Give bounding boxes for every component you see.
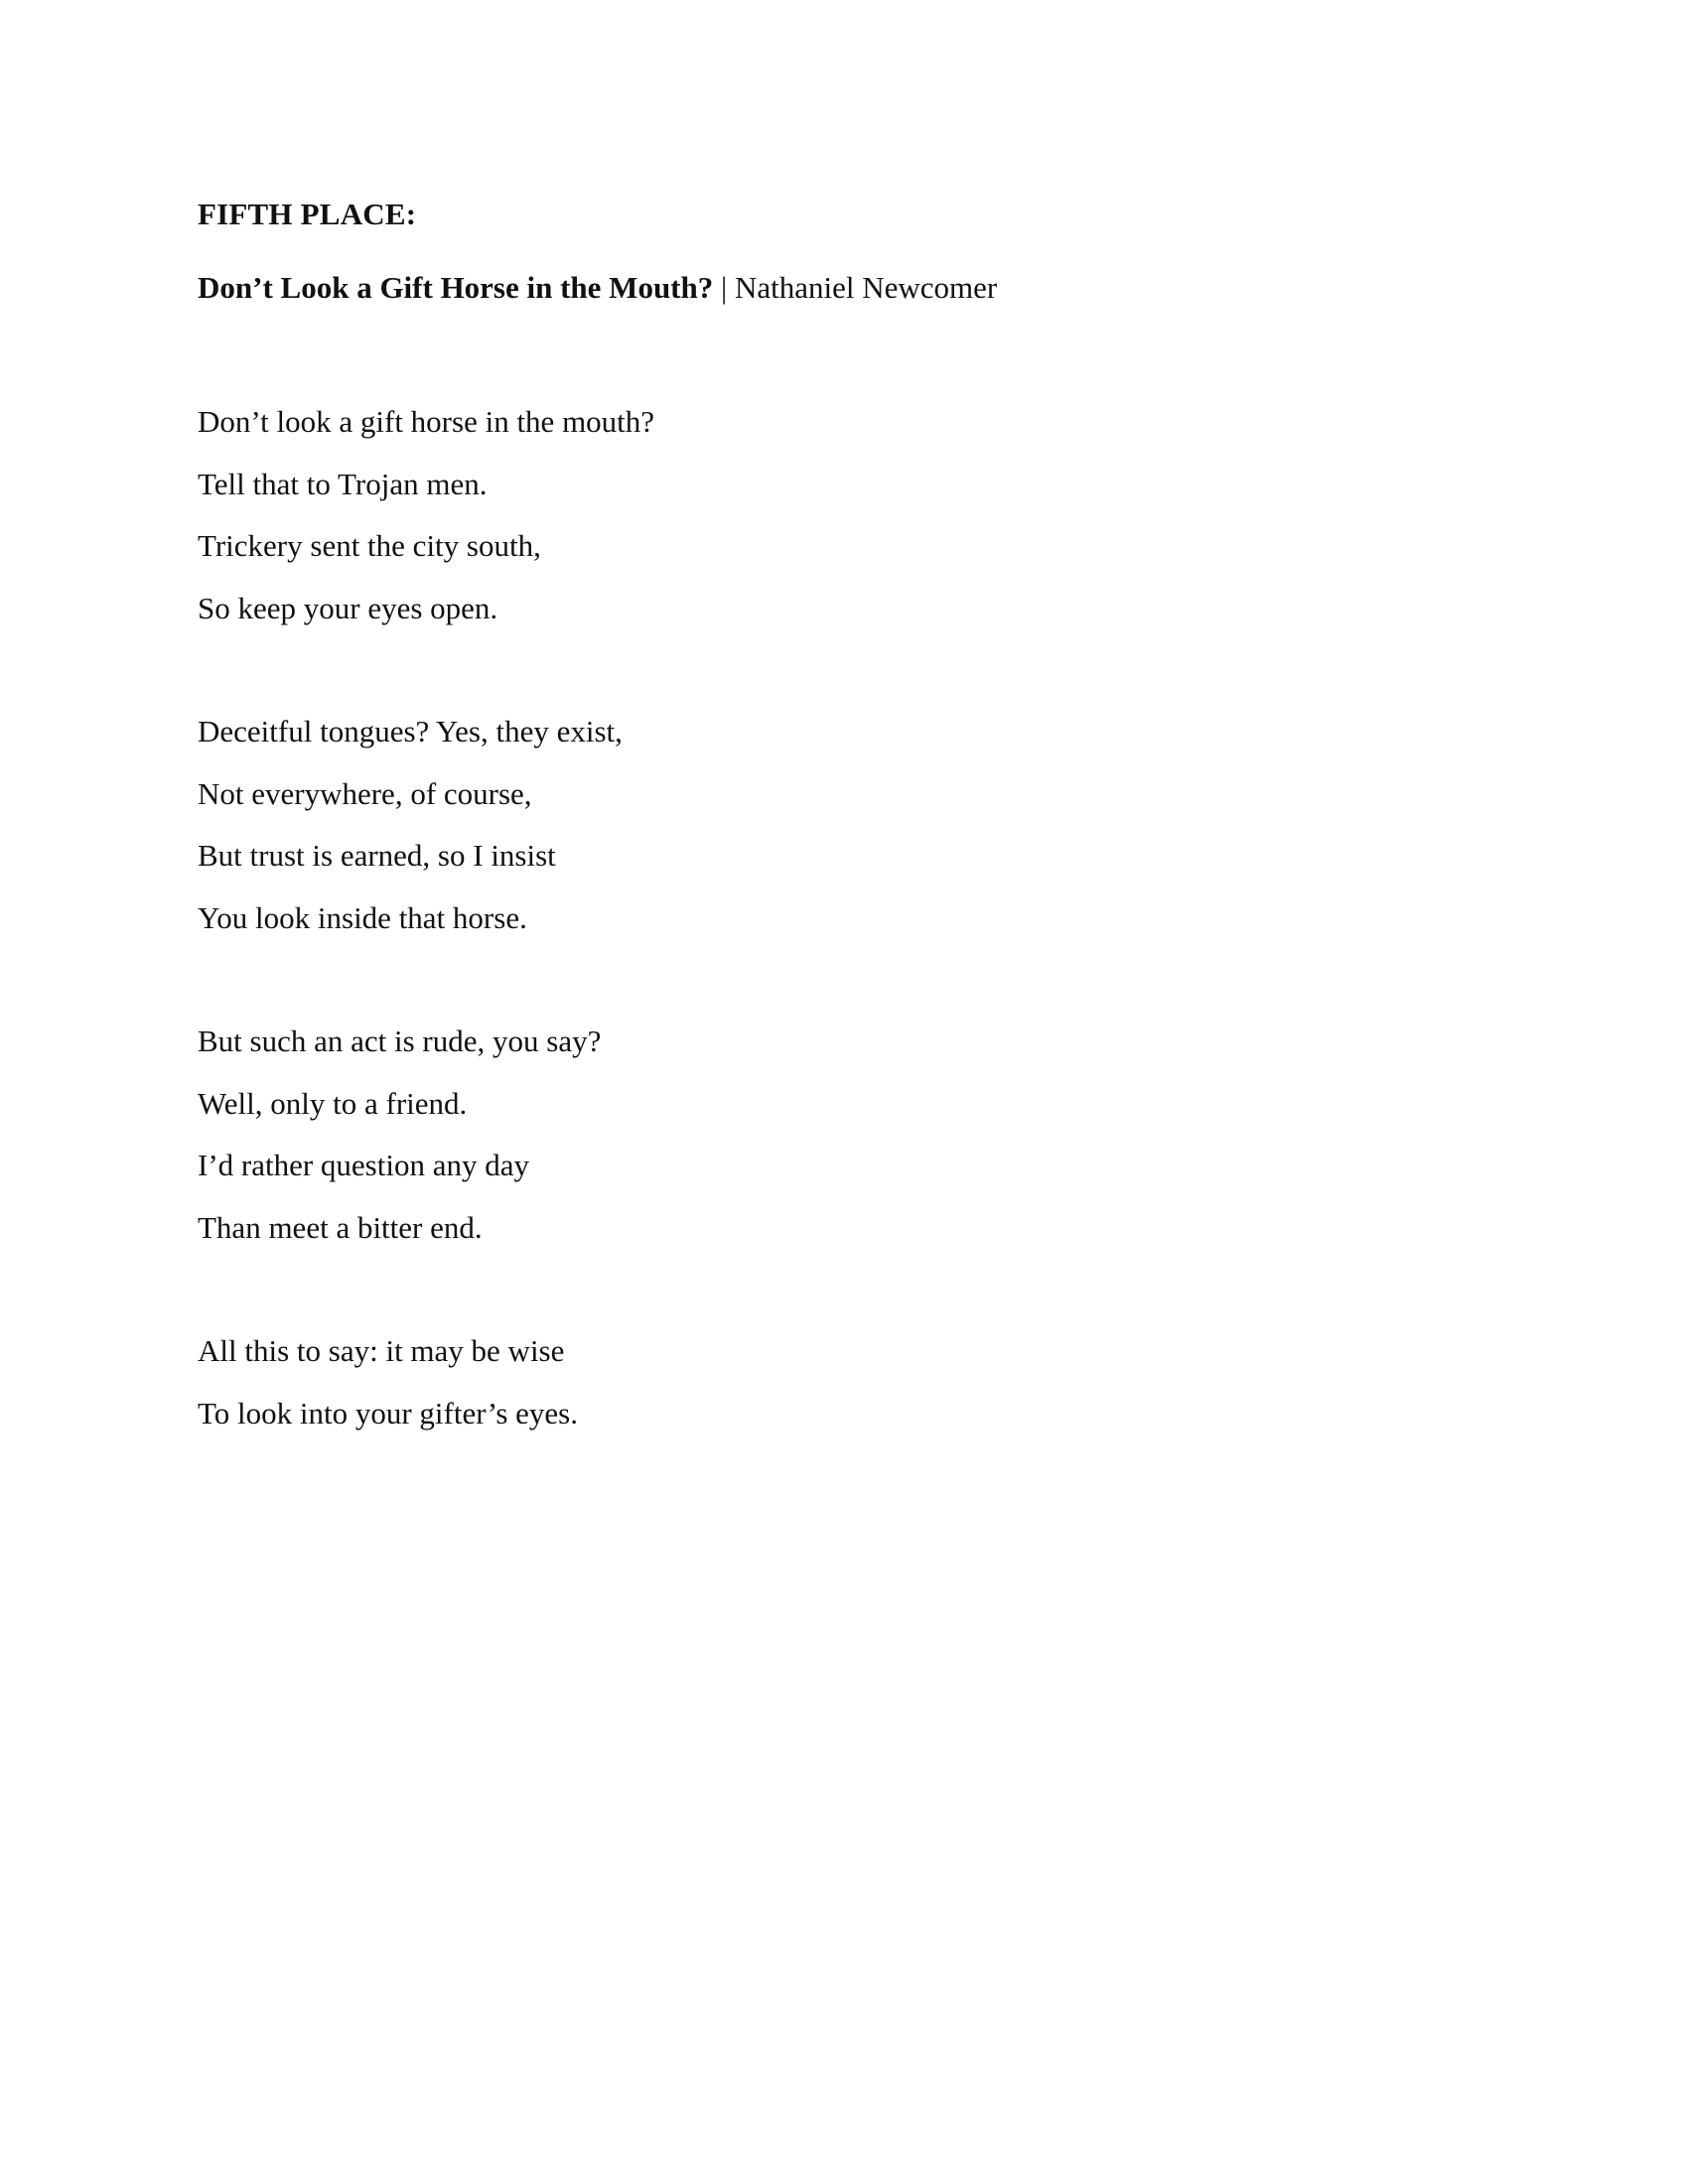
poem-line: Than meet a bitter end.: [198, 1209, 483, 1245]
title-separator: |: [721, 270, 728, 305]
poem-line: You look inside that horse.: [198, 899, 527, 935]
poem-line: All this to say: it may be wise: [198, 1333, 565, 1368]
poem-line: Don’t look a gift horse in the mouth?: [198, 404, 655, 439]
poem-line: Tell that to Trojan men.: [198, 466, 488, 501]
document-page: [198, 195, 1488, 1506]
poem-line: Not everywhere, of course,: [198, 775, 532, 811]
poem-body: [198, 391, 1488, 1444]
poem-line: I’d rather question any day: [198, 1148, 529, 1182]
poem-line: So keep your eyes open.: [198, 590, 498, 625]
poem-line: To look into your gifter’s eyes.: [198, 1395, 578, 1431]
poem-line: But trust is earned, so I insist: [198, 838, 556, 873]
title-line: [198, 268, 1488, 308]
stanza: [198, 701, 1488, 949]
poem-line: Deceitful tongues? Yes, they exist,: [198, 714, 623, 749]
stanza: [198, 391, 1488, 639]
poem-line: But such an act is rude, you say?: [198, 1024, 602, 1058]
stanza: [198, 1011, 1488, 1259]
poem-line: Trickery sent the city south,: [198, 528, 541, 563]
stanza: [198, 1320, 1488, 1444]
poem-title: Don’t Look a Gift Horse in the Mouth?: [198, 270, 714, 305]
author-name: Nathaniel Newcomer: [734, 270, 998, 305]
poem-line: Well, only to a friend.: [198, 1085, 468, 1121]
place-heading: FIFTH PLACE:: [198, 197, 417, 231]
